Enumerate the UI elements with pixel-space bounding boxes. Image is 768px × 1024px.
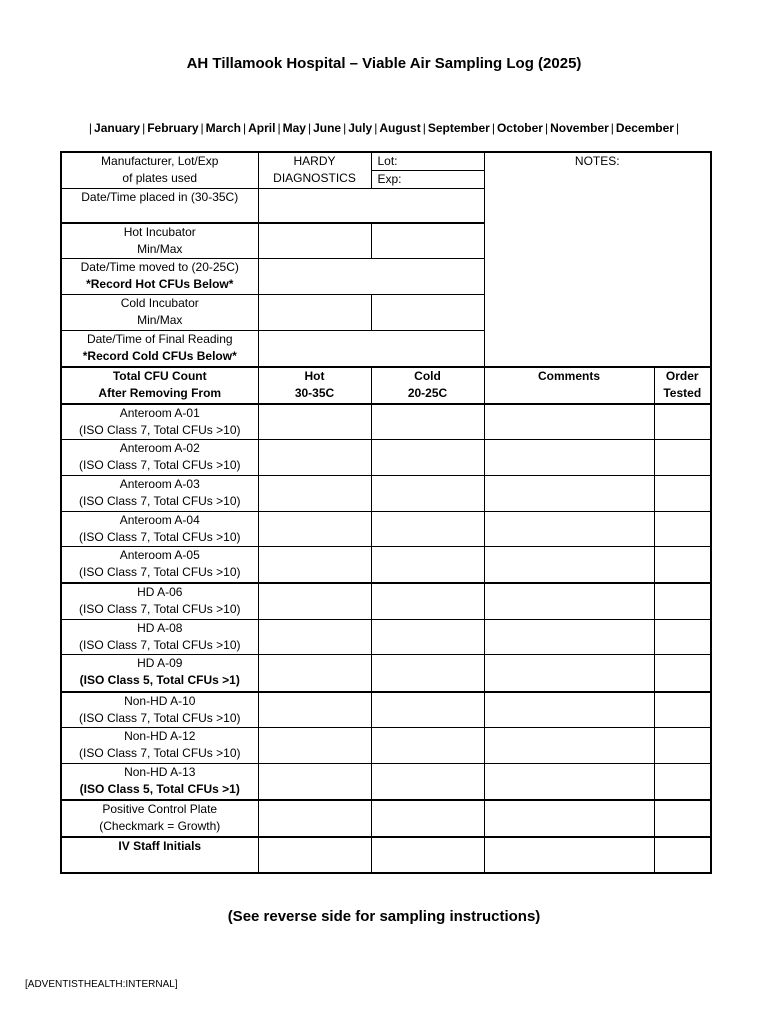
location-spec: (ISO Class 7, Total CFUs >10) (79, 530, 241, 544)
location-spec: (ISO Class 7, Total CFUs >10) (79, 565, 241, 579)
lot-label: Lot: (377, 154, 398, 168)
month-august[interactable]: August (379, 121, 421, 135)
location-cell (61, 655, 258, 692)
location-name: Anteroom A-03 (119, 477, 200, 491)
table-row (61, 728, 711, 764)
month-july[interactable]: July (348, 121, 373, 135)
comments-field[interactable] (484, 583, 654, 620)
order-tested-field[interactable] (654, 583, 711, 620)
staff-initials-order[interactable] (654, 837, 711, 873)
cold-cfu-field[interactable] (371, 655, 484, 692)
hot-cfu-field[interactable] (258, 728, 371, 764)
location-cell (61, 476, 258, 512)
month-separator: | (544, 121, 549, 135)
table-row (61, 620, 711, 655)
header-hot-line1: Hot (304, 368, 325, 383)
manufacturer-value: HARDY (293, 154, 336, 168)
location-spec: (ISO Class 7, Total CFUs >10) (79, 494, 241, 508)
cold-min-field[interactable] (258, 295, 371, 331)
month-may[interactable]: May (282, 121, 306, 135)
month-january[interactable]: January (94, 121, 141, 135)
cold-cfu-field[interactable] (371, 440, 484, 476)
month-june[interactable]: June (313, 121, 342, 135)
month-separator: | (343, 121, 347, 135)
cold-incubator-sublabel: Min/Max (137, 313, 183, 327)
month-march[interactable]: March (205, 121, 242, 135)
exp-label: Exp: (377, 172, 402, 186)
month-selector (0, 121, 768, 135)
cold-cfu-field[interactable] (371, 764, 484, 800)
placed-field[interactable] (258, 189, 484, 223)
cold-cfu-field[interactable] (371, 404, 484, 440)
moved-field[interactable] (258, 259, 484, 295)
notes-label: NOTES: (574, 154, 620, 168)
month-separator: | (243, 121, 247, 135)
location-cell (61, 404, 258, 440)
comments-field[interactable] (484, 800, 654, 837)
location-name: Anteroom A-04 (119, 513, 200, 527)
location-cell (61, 547, 258, 583)
location-cell (61, 692, 258, 728)
comments-field[interactable] (484, 404, 654, 440)
location-name: Non-HD A-10 (124, 693, 196, 708)
manufacturer-label: Manufacturer, Lot/Exp (101, 154, 219, 168)
month-separator: | (307, 121, 312, 135)
location-cell (61, 440, 258, 476)
comments-field[interactable] (484, 764, 654, 800)
location-cell (61, 583, 258, 620)
hot-cfu-field[interactable] (258, 512, 371, 547)
month-separator: | (374, 121, 378, 135)
table-row (61, 440, 711, 476)
header-cold-line1: Cold (414, 368, 441, 383)
hot-cfu-field[interactable] (258, 583, 371, 620)
sampling-log-table (60, 151, 712, 874)
location-spec: (Checkmark = Growth) (99, 818, 221, 833)
order-tested-field[interactable] (654, 800, 711, 837)
comments-field[interactable] (484, 476, 654, 512)
location-spec: (ISO Class 7, Total CFUs >10) (79, 601, 241, 616)
hot-max-field[interactable] (371, 223, 484, 259)
exp-field[interactable] (371, 171, 484, 189)
table-row (61, 583, 711, 620)
cold-cfu-field[interactable] (371, 620, 484, 655)
table-row (61, 404, 711, 440)
order-tested-field[interactable] (654, 620, 711, 655)
header-hot (258, 367, 371, 404)
staff-initials-hot[interactable] (258, 837, 371, 873)
location-name: Positive Control Plate (102, 801, 218, 816)
table-row (61, 547, 711, 583)
table-row (61, 655, 711, 692)
hot-cfu-field[interactable] (258, 800, 371, 837)
comments-field[interactable] (484, 692, 654, 728)
header-comments-label: Comments (537, 368, 600, 383)
notes-field[interactable] (484, 152, 711, 367)
header-cold-line2: 20-25C (407, 385, 448, 400)
header-location-line1: Total CFU Count (112, 368, 207, 383)
location-name: Anteroom A-01 (119, 405, 200, 420)
cold-cfu-field[interactable] (371, 547, 484, 583)
header-order (654, 367, 711, 404)
placed-label: Date/Time placed in (30-35C) (61, 189, 258, 223)
header-cold (371, 367, 484, 404)
hot-min-field[interactable] (258, 223, 371, 259)
month-april[interactable]: April (248, 121, 276, 135)
cold-cfu-field[interactable] (371, 692, 484, 728)
final-field[interactable] (258, 331, 484, 367)
comments-field[interactable] (484, 512, 654, 547)
month-october[interactable]: October (496, 121, 543, 135)
final-instruction: *Record Cold CFUs Below* (82, 349, 237, 363)
hot-cfu-field[interactable] (258, 476, 371, 512)
hot-cfu-field[interactable] (258, 692, 371, 728)
month-separator: | (277, 121, 281, 135)
manufacturer-value-2: DIAGNOSTICS (273, 171, 356, 185)
page-title: AH Tillamook Hospital – Viable Air Sampling Log (2025) (186, 55, 582, 72)
month-separator: | (675, 121, 680, 135)
location-spec: (ISO Class 7, Total CFUs >10) (79, 746, 241, 760)
table-row (61, 512, 711, 547)
location-cell (61, 620, 258, 655)
staff-initials-row (61, 837, 711, 873)
location-name: Non-HD A-12 (124, 729, 196, 743)
reverse-side-note: (See reverse side for sampling instructions) (227, 908, 541, 925)
location-name: HD A-09 (137, 656, 183, 670)
order-tested-field[interactable] (654, 512, 711, 547)
hot-incubator-label: Hot Incubator (123, 224, 196, 239)
header-order-line2: Tested (663, 385, 702, 400)
table-row (61, 764, 711, 800)
classification-label: [ADVENTISTHEALTH:INTERNAL] (25, 979, 178, 990)
location-name: Anteroom A-05 (119, 548, 200, 562)
final-label-cell (61, 331, 258, 367)
hot-cfu-field[interactable] (258, 404, 371, 440)
location-name: Anteroom A-02 (119, 441, 200, 455)
location-cell (61, 728, 258, 764)
staff-initials-cold[interactable] (371, 837, 484, 873)
comments-field[interactable] (484, 547, 654, 583)
order-tested-field[interactable] (654, 440, 711, 476)
location-name: HD A-08 (137, 621, 183, 635)
cold-incubator-label-cell (61, 295, 258, 331)
location-spec: (ISO Class 7, Total CFUs >10) (79, 422, 241, 437)
month-separator: | (88, 121, 93, 135)
hot-cfu-field[interactable] (258, 655, 371, 692)
order-tested-field[interactable] (654, 764, 711, 800)
manufacturer-value-cell[interactable] (258, 152, 371, 189)
header-comments (484, 367, 654, 404)
location-spec: (ISO Class 5, Total CFUs >1) (79, 673, 240, 687)
order-tested-field[interactable] (654, 476, 711, 512)
moved-label: Date/Time moved to (20-25C) (80, 260, 239, 274)
month-november[interactable]: November (550, 121, 609, 135)
month-september[interactable]: September (427, 121, 490, 135)
order-tested-field[interactable] (654, 728, 711, 764)
order-tested-field[interactable] (654, 655, 711, 692)
lot-field[interactable] (371, 152, 484, 171)
order-tested-field[interactable] (654, 404, 711, 440)
month-december[interactable]: December (615, 121, 674, 135)
header-location (61, 367, 258, 404)
cold-cfu-field[interactable] (371, 583, 484, 620)
month-separator: | (142, 121, 146, 135)
comments-field[interactable] (484, 655, 654, 692)
hot-incubator-sublabel: Min/Max (137, 241, 183, 256)
hot-incubator-label-cell (61, 223, 258, 259)
hot-cfu-field[interactable] (258, 440, 371, 476)
table-row (61, 692, 711, 728)
header-hot-line2: 30-35C (294, 385, 335, 400)
manufacturer-label-2: of plates used (122, 171, 198, 185)
cold-cfu-field[interactable] (371, 476, 484, 512)
location-cell (61, 800, 258, 837)
month-separator: | (491, 121, 495, 135)
location-name: Non-HD A-13 (124, 765, 196, 779)
order-tested-field[interactable] (654, 547, 711, 583)
hot-cfu-field[interactable] (258, 764, 371, 800)
location-spec: (ISO Class 7, Total CFUs >10) (79, 710, 241, 725)
comments-field[interactable] (484, 728, 654, 764)
month-separator: | (610, 121, 614, 135)
hot-cfu-field[interactable] (258, 620, 371, 655)
manufacturer-label-cell (61, 152, 258, 189)
location-spec: (ISO Class 7, Total CFUs >10) (79, 638, 241, 652)
month-february[interactable]: February (147, 121, 199, 135)
final-label: Date/Time of Final Reading (86, 332, 233, 346)
cold-cfu-field[interactable] (371, 728, 484, 764)
location-cell (61, 512, 258, 547)
cold-cfu-field[interactable] (371, 512, 484, 547)
month-separator: | (422, 121, 426, 135)
header-order-line1: Order (665, 368, 699, 383)
cold-cfu-field[interactable] (371, 800, 484, 837)
table-row (61, 800, 711, 837)
location-spec: (ISO Class 7, Total CFUs >10) (79, 458, 241, 472)
comments-field[interactable] (484, 440, 654, 476)
hot-cfu-field[interactable] (258, 547, 371, 583)
table-row (61, 476, 711, 512)
location-name: HD A-06 (137, 584, 183, 599)
staff-initials-label: IV Staff Initials (61, 837, 258, 873)
moved-instruction: *Record Hot CFUs Below* (86, 277, 234, 291)
month-separator: | (200, 121, 204, 135)
location-cell (61, 764, 258, 800)
cold-incubator-label: Cold Incubator (120, 296, 199, 310)
location-spec: (ISO Class 5, Total CFUs >1) (79, 782, 240, 796)
header-location-line2: After Removing From (98, 385, 222, 400)
order-tested-field[interactable] (654, 692, 711, 728)
moved-label-cell (61, 259, 258, 295)
cold-max-field[interactable] (371, 295, 484, 331)
comments-field[interactable] (484, 620, 654, 655)
staff-initials-comments[interactable] (484, 837, 654, 873)
